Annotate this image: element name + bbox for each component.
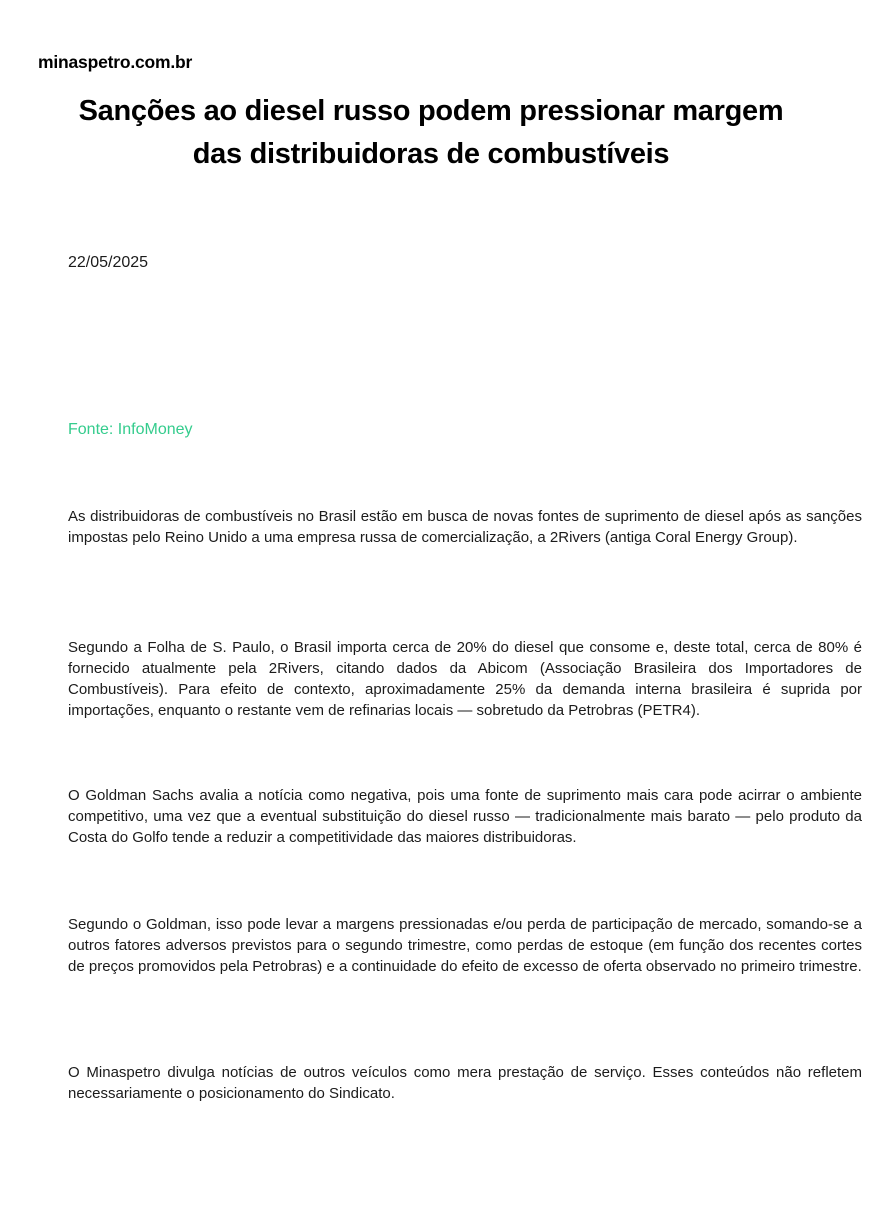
article-title — [0, 90, 862, 176]
article-date: 22/05/2025 — [68, 254, 149, 271]
article-source-link[interactable]: Fonte: InfoMoney — [68, 421, 193, 438]
article-paragraph-4: Segundo o Goldman, isso pode levar a margens pressionadas e/ou perda de participação de mercado, somando-se a outros fatores adversos previstos para o segundo trimestre, como perdas de estoque (em função dos recentes cortes de preços promovidos pela Petrobras) e a continuidade do efeito de excesso de oferta observado no primeiro trimestre. — [68, 916, 862, 975]
article-paragraph-3: O Goldman Sachs avalia a notícia como negativa, pois uma fonte de suprimento mais cara pode acirrar o ambiente competitivo, uma vez que a eventual substituição do diesel russo — tradicionalmente mais barato — pelo produto da Costa do Golfo tende a reduzir a competitividade das maiores distribuidoras. — [68, 787, 862, 846]
article-paragraph-1: As distribuidoras de combustíveis no Brasil estão em busca de novas fontes de suprimento de diesel após as sanções impostas pelo Reino Unido a uma empresa russa de comercialização, a 2Rivers (antiga Coral Energy Group). — [68, 508, 862, 546]
site-domain: minaspetro.com.br — [38, 52, 193, 72]
article-title-line1: Sanções ao diesel russo podem pressionar margem — [78, 95, 784, 127]
article-paragraph-2: Segundo a Folha de S. Paulo, o Brasil importa cerca de 20% do diesel que consome e, deste total, cerca de 80% é fornecido atualmente pela 2Rivers, citando dados da Abicom (Associação Brasileira dos Importadores de Combustíveis). Para efeito de contexto, aproximadamente 25% da demanda interna brasileira é suprida por importações, enquanto o restante vem de refinarias locais — sobretudo da Petrobras (PETR4). — [68, 639, 862, 719]
article-disclaimer-paragraph: O Minaspetro divulga notícias de outros veículos como mera prestação de serviço. Esses conteúdos não refletem necessariamente o posicionamento do Sindicato. — [68, 1064, 862, 1102]
article-title-line2: das distribuidoras de combustíveis — [192, 138, 670, 170]
